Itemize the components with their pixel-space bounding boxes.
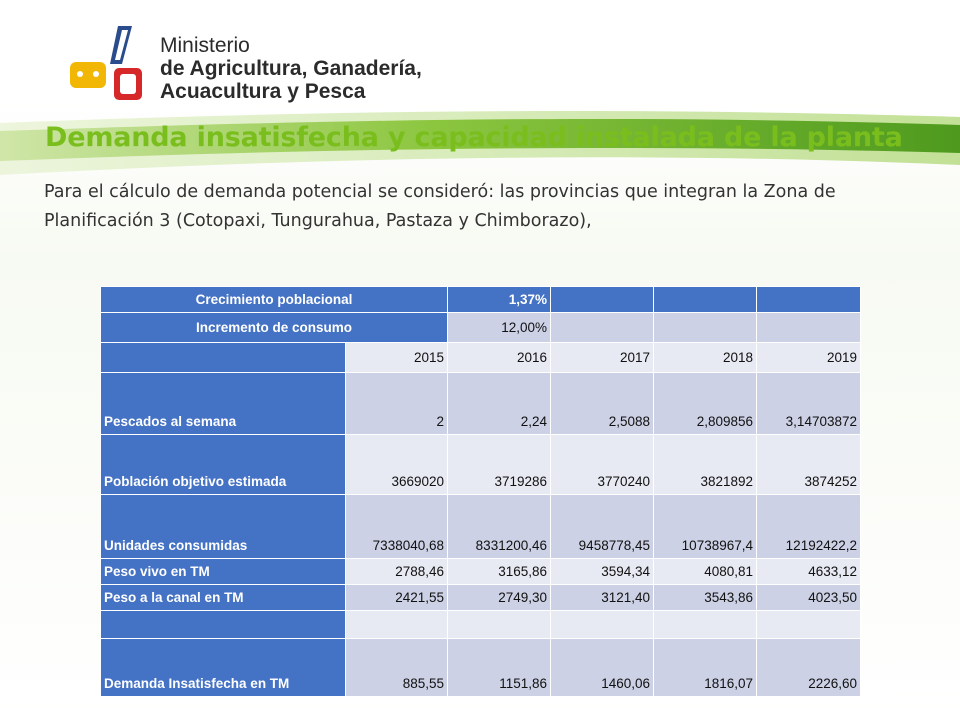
empty-cell (757, 313, 861, 343)
empty-cell (551, 611, 654, 639)
row-label: Demanda Insatisfecha en TM (101, 639, 346, 697)
row-label: Pescados al semana (101, 373, 346, 435)
value-cell: 885,55 (346, 639, 448, 697)
table-row (101, 373, 861, 435)
table-row (101, 287, 861, 313)
value-cell: 4080,81 (654, 559, 757, 585)
row-label: Población objetivo estimada (101, 435, 346, 495)
empty-cell (448, 611, 551, 639)
row-label: Unidades consumidas (101, 495, 346, 559)
table-row (101, 611, 861, 639)
value-cell: 3165,86 (448, 559, 551, 585)
value-cell: 2421,55 (346, 585, 448, 611)
empty-cell (346, 611, 448, 639)
consumption-value-cell: 12,00% (448, 313, 551, 343)
year-cell: 2018 (654, 343, 757, 373)
value-cell: 10738967,4 (654, 495, 757, 559)
year-cell: 2015 (346, 343, 448, 373)
ministry-name (160, 34, 422, 103)
value-cell: 4633,12 (757, 559, 861, 585)
intro-paragraph: Para el cálculo de demanda potencial se consideró: las provincias que integran la Zona de Planificación 3 (Cotopaxi, Tungurahua, Pastaza y Chimborazo), (44, 182, 836, 231)
value-cell: 1460,06 (551, 639, 654, 697)
row-label: Peso vivo en TM (101, 559, 346, 585)
table-row (101, 495, 861, 559)
value-cell: 12192422,2 (757, 495, 861, 559)
year-cell: 2019 (757, 343, 861, 373)
empty-cell (101, 343, 346, 373)
empty-cell (757, 287, 861, 313)
value-cell: 3121,40 (551, 585, 654, 611)
row-label: Peso a la canal en TM (101, 585, 346, 611)
ministry-line-2: de Agricultura, Ganadería, (160, 57, 422, 80)
empty-cell (757, 611, 861, 639)
value-cell: 2,24 (448, 373, 551, 435)
growth-value-cell: 1,37% (448, 287, 551, 313)
ministry-line-1: Ministerio (160, 34, 250, 57)
value-cell: 3594,34 (551, 559, 654, 585)
value-cell: 2749,30 (448, 585, 551, 611)
year-cell: 2017 (551, 343, 654, 373)
empty-cell (551, 287, 654, 313)
table-row (101, 435, 861, 495)
value-cell: 2226,60 (757, 639, 861, 697)
ministry-line-3: Acuacultura y Pesca (160, 80, 366, 103)
value-cell: 3669020 (346, 435, 448, 495)
value-cell: 3821892 (654, 435, 757, 495)
table-row (101, 585, 861, 611)
value-cell: 1151,86 (448, 639, 551, 697)
value-cell: 2 (346, 373, 448, 435)
empty-cell (654, 287, 757, 313)
value-cell: 1816,07 (654, 639, 757, 697)
table-row (101, 313, 861, 343)
value-cell: 3874252 (757, 435, 861, 495)
value-cell: 4023,50 (757, 585, 861, 611)
table-row (101, 343, 861, 373)
value-cell: 3543,86 (654, 585, 757, 611)
value-cell: 3719286 (448, 435, 551, 495)
empty-cell (101, 611, 346, 639)
year-cell: 2016 (448, 343, 551, 373)
table-row (101, 559, 861, 585)
empty-cell (654, 313, 757, 343)
value-cell: 2,809856 (654, 373, 757, 435)
magap-logo-icon (70, 20, 160, 110)
empty-cell (654, 611, 757, 639)
demand-table (100, 286, 861, 697)
growth-label-cell: Crecimiento poblacional (101, 287, 448, 313)
slide-title: Demanda insatisfecha y capacidad instalada de la planta (45, 122, 903, 153)
table-row (101, 639, 861, 697)
value-cell: 7338040,68 (346, 495, 448, 559)
empty-cell (551, 313, 654, 343)
value-cell: 9458778,45 (551, 495, 654, 559)
value-cell: 8331200,46 (448, 495, 551, 559)
value-cell: 3,14703872 (757, 373, 861, 435)
value-cell: 2788,46 (346, 559, 448, 585)
consumption-label-cell: Incremento de consumo (101, 313, 448, 343)
value-cell: 3770240 (551, 435, 654, 495)
value-cell: 2,5088 (551, 373, 654, 435)
